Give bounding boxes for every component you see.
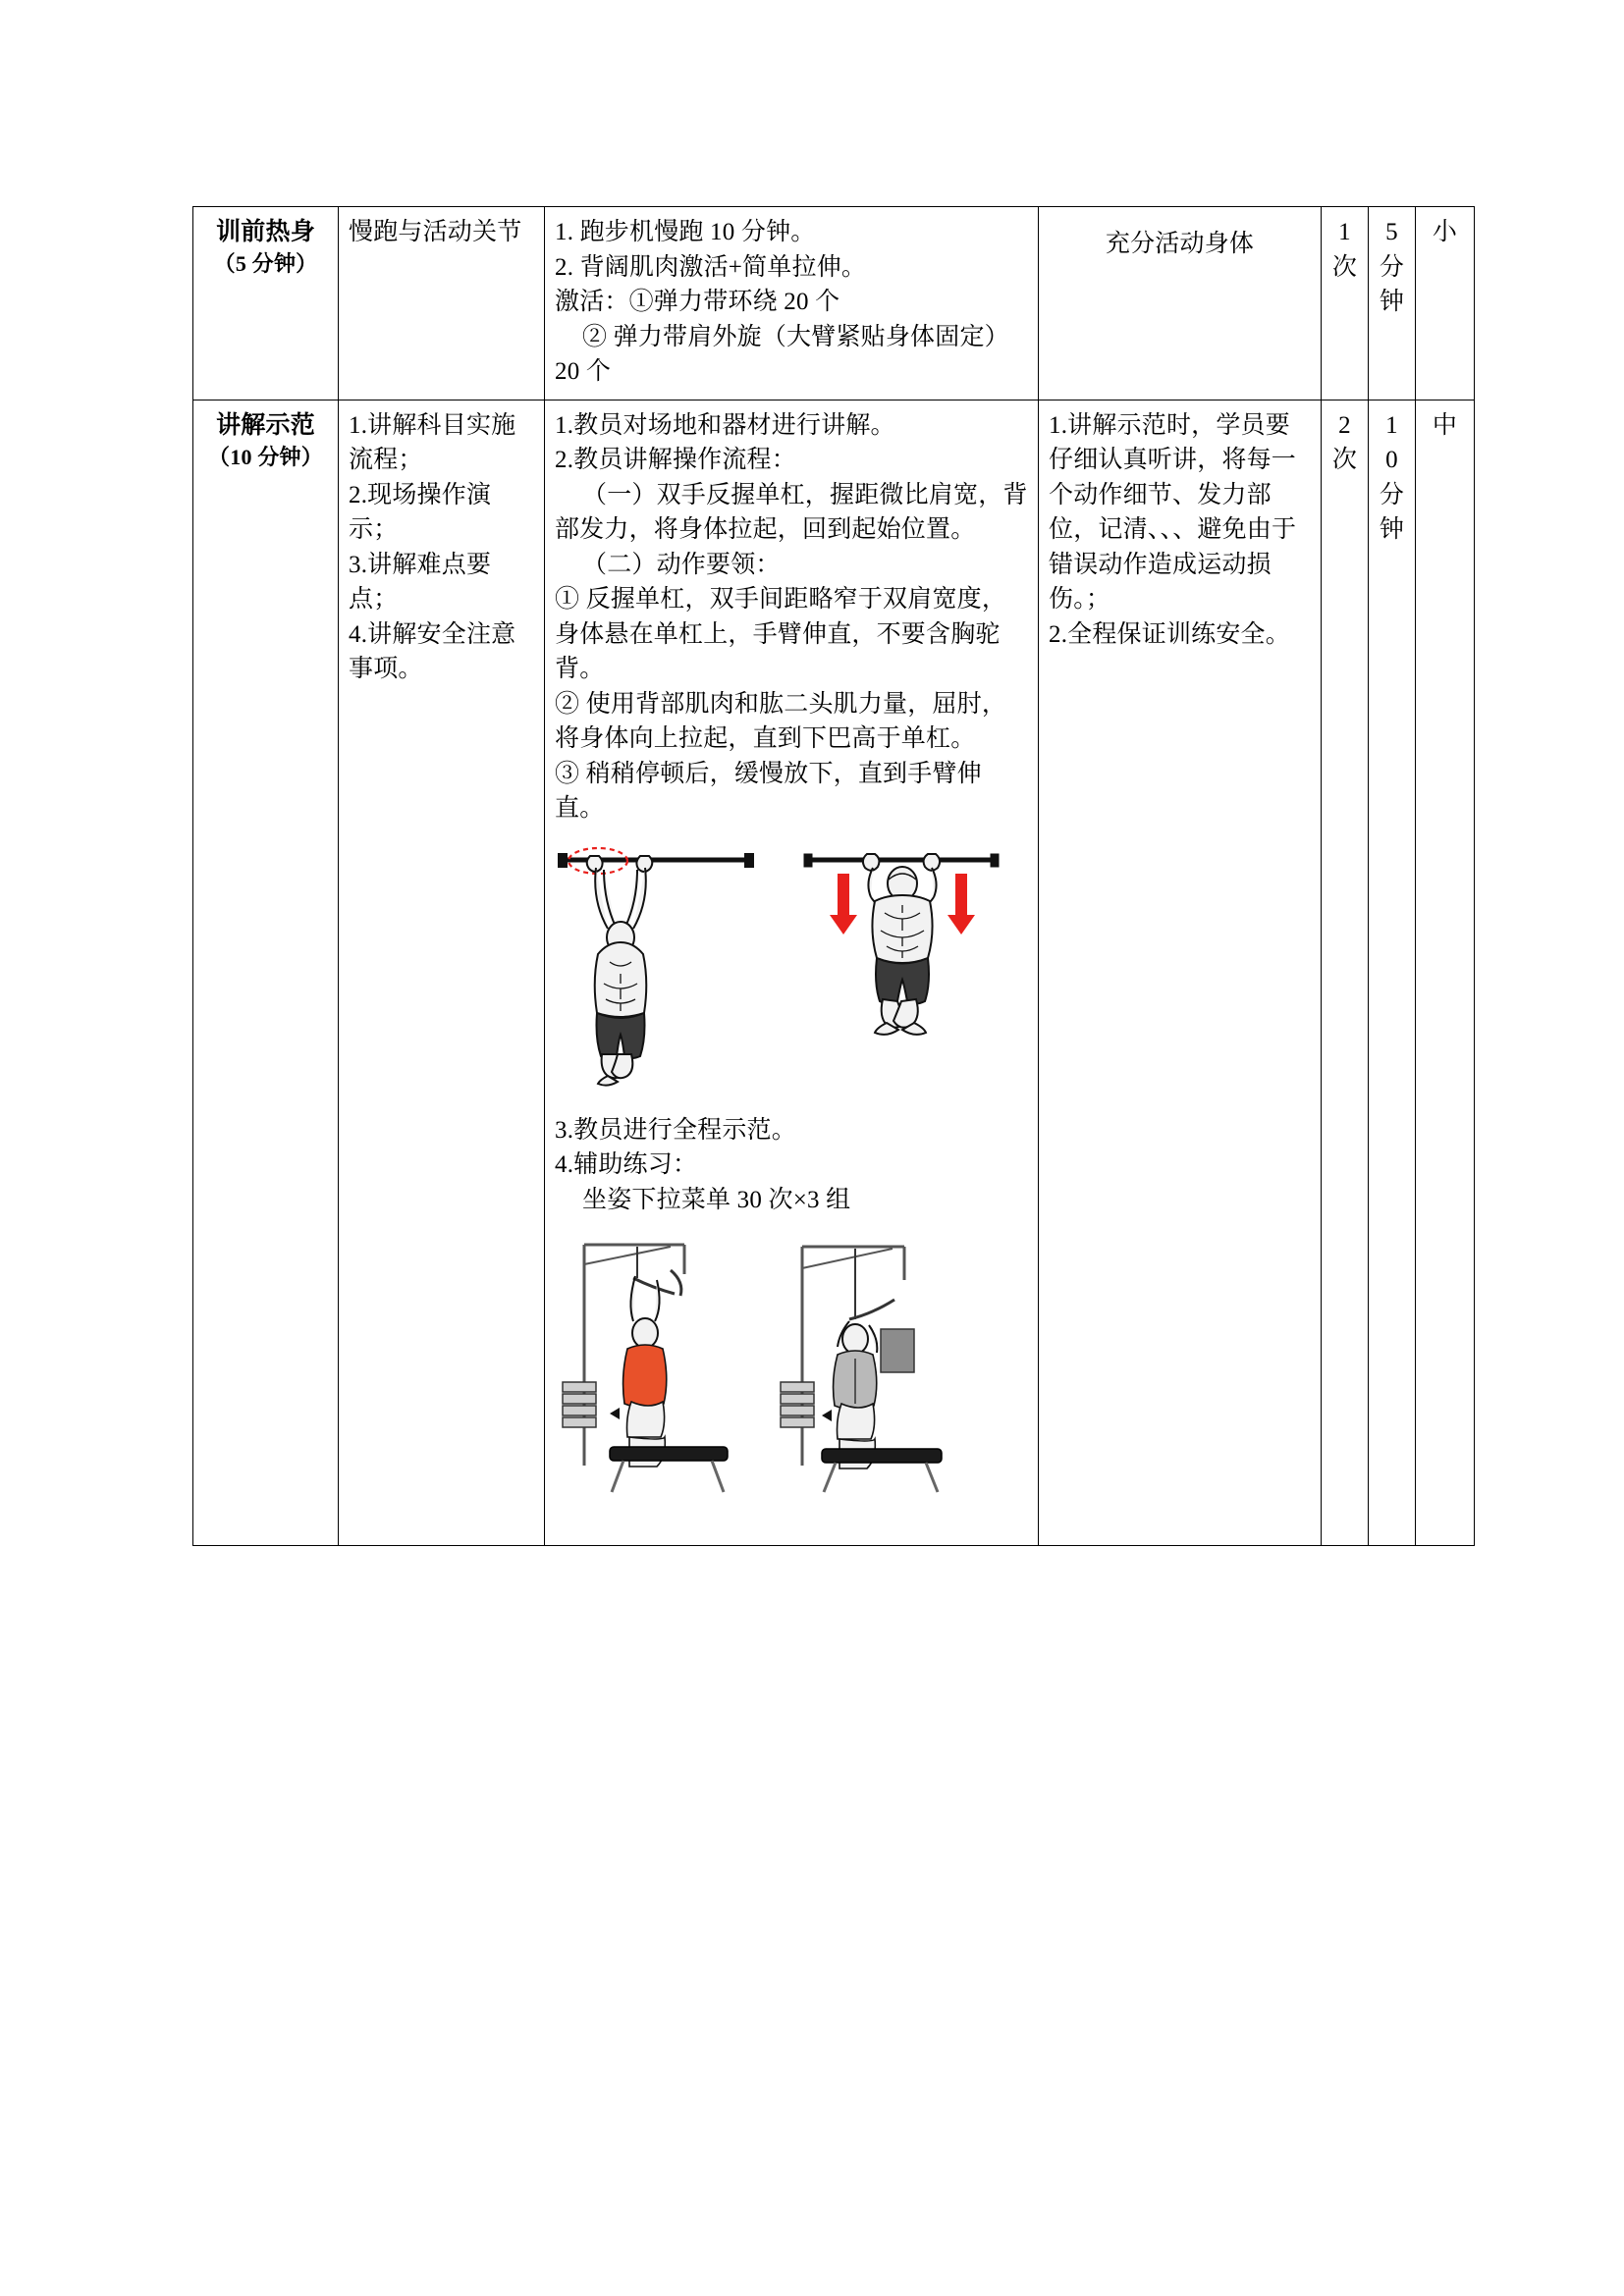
cell-procedure-demo bbox=[545, 400, 1039, 1546]
cell-duration-warmup bbox=[1369, 207, 1416, 400]
requirement-demo-2: 2.全程保证训练安全。 bbox=[1049, 620, 1290, 648]
cell-phase-warmup bbox=[193, 207, 339, 400]
training-plan-table bbox=[192, 206, 1475, 1546]
demo-content-3: 3.讲解难点要点； bbox=[349, 551, 492, 613]
demo-step-3: 3.教员进行全程示范。 bbox=[555, 1116, 796, 1144]
pull-up-demonstration-figure bbox=[555, 844, 1028, 1090]
warmup-activation-2: ② 弹力带肩外旋（大臂紧贴身体固定）20 个 bbox=[555, 323, 1009, 385]
table-row-warmup bbox=[193, 207, 1475, 400]
warmup-step-1: 1. 跑步机慢跑 10 分钟。 bbox=[555, 219, 816, 245]
cell-duration-demo bbox=[1369, 400, 1416, 1546]
training-plan-table-container bbox=[192, 206, 1458, 1546]
duration-warmup: 5 分 钟 bbox=[1379, 219, 1405, 315]
demo-step-2: 2.教员讲解操作流程： bbox=[555, 447, 796, 473]
cell-times-demo bbox=[1322, 400, 1369, 1546]
warmup-step-2: 2. 背阔肌肉激活+简单拉伸。 bbox=[555, 253, 867, 281]
warmup-activation-1: 激活：①弹力带环绕 20 个 bbox=[555, 289, 840, 315]
demo-key-point-3: ③ 稍稍停顿后，缓慢放下，直到手臂伸直。 bbox=[555, 760, 982, 822]
demo-key-point-2: ② 使用背部肌肉和肱二头肌力量，屈肘，将身体向上拉起，直到下巴高于单杠。 bbox=[555, 690, 1007, 752]
table-row-demonstration bbox=[193, 400, 1475, 1546]
cell-content-demo bbox=[339, 400, 545, 1546]
demo-step-4: 4.辅助练习： bbox=[555, 1151, 698, 1178]
demo-content-4: 4.讲解安全注意事项。 bbox=[349, 620, 516, 682]
demo-assist-exercise: 坐姿下拉菜单 30 次×3 组 bbox=[582, 1186, 851, 1213]
cell-content-warmup bbox=[339, 207, 545, 400]
demo-step-1: 1.教员对场地和器材进行讲解。 bbox=[555, 411, 895, 439]
lat-pulldown-demonstration-figure bbox=[555, 1235, 1028, 1500]
phase-duration-warmup: （5 分钟） bbox=[213, 251, 318, 276]
intensity-warmup: 小 bbox=[1432, 219, 1458, 245]
content-warmup: 慢跑与活动关节 bbox=[349, 219, 522, 245]
cell-intensity-demo bbox=[1416, 400, 1475, 1546]
times-warmup: 1 次 bbox=[1331, 219, 1358, 281]
phase-title-demo: 讲解示范 bbox=[216, 411, 315, 439]
cell-intensity-warmup bbox=[1416, 207, 1475, 400]
duration-demo: 1 0 分 钟 bbox=[1379, 411, 1405, 543]
cell-phase-demo bbox=[193, 400, 339, 1546]
times-demo: 2 次 bbox=[1331, 411, 1358, 473]
cell-requirement-warmup bbox=[1039, 207, 1322, 400]
phase-duration-demo: （10 分钟） bbox=[208, 444, 323, 469]
demo-key-point-1: ① 反握单杠，双手间距略窄于双肩宽度，身体悬在单杠上，手臂伸直，不要含胸驼背。 bbox=[555, 586, 1007, 682]
requirement-warmup: 充分活动身体 bbox=[1105, 231, 1255, 257]
cell-requirement-demo bbox=[1039, 400, 1322, 1546]
phase-title-warmup: 训前热身 bbox=[216, 219, 315, 245]
cell-procedure-warmup bbox=[545, 207, 1039, 400]
demo-step-part1: （一）双手反握单杠，握距微比肩宽，背部发力，将身体拉起，回到起始位置。 bbox=[555, 481, 1028, 543]
demo-content-2: 2.现场操作演示； bbox=[349, 481, 492, 543]
demo-content-1: 1.讲解科目实施流程； bbox=[349, 411, 516, 473]
cell-times-warmup bbox=[1322, 207, 1369, 400]
intensity-demo: 中 bbox=[1432, 411, 1458, 439]
demo-step-part2: （二）动作要领： bbox=[582, 551, 781, 578]
requirement-demo-1: 1.讲解示范时，学员要仔细认真听讲，将每一个动作细节、发力部位，记清、、、避免由于错误动作造成运动损伤。； bbox=[1049, 411, 1297, 613]
